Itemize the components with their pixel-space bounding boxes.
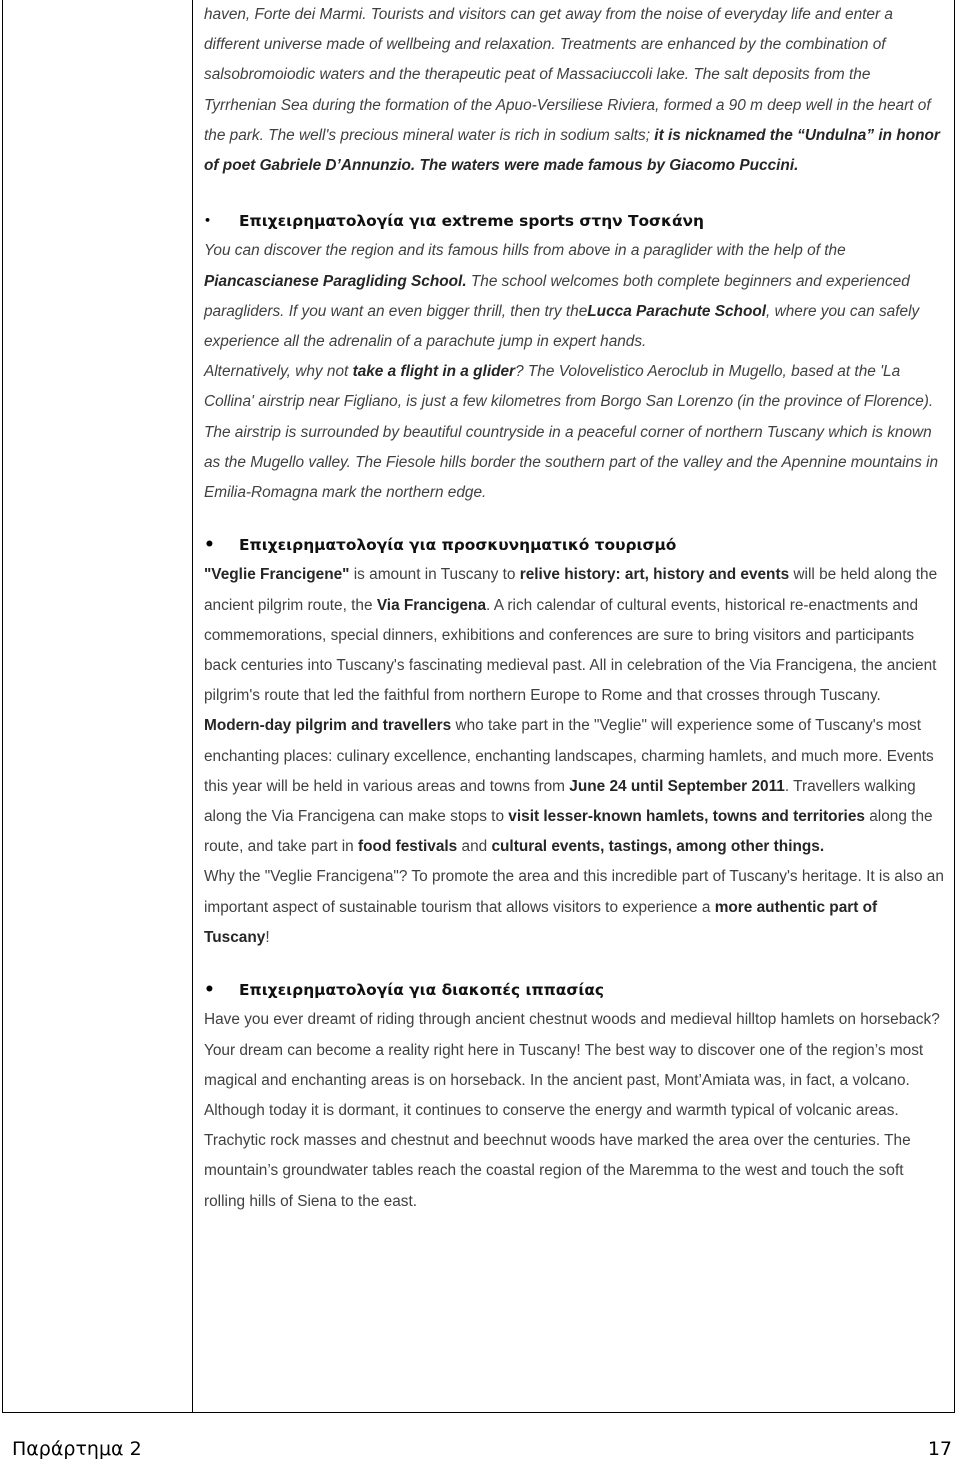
heading-text: Επιχειρηματολογία για διακοπές ιππασίας [239,981,605,1000]
pilgrim-paragraph-3: Why the "Veglie Francigena"? To promote the area and this incredible part of Tuscany's heritage. It is also an important aspect of sustainable tourism that allows visitors to experience a more authentic part of Tuscany! [204,868,944,946]
intro-paragraph [204,0,944,181]
bullet-icon: • [204,535,215,556]
column-divider [192,0,193,1413]
extreme-paragraph: You can discover the region and its famous hills from above in a paraglider with the help of the Piancascianese Paragliding School. The school welcomes both complete beginners and experienced paragliders. If you want an even bigger thrill, then try theLucca Parachute School, where you can safely experience all the adrenalin of a parachute jump in expert hands. [204,242,920,351]
page-number: 17 [927,1438,952,1460]
heading-text: Επιχειρηματολογία για προσκυνηματικό τουρισμό [239,536,677,555]
footer-appendix-label: Παράρτημα 2 [12,1438,142,1460]
intro-bold-text: it is nicknamed the “Undulna” in honor of poet Gabriele D’Annunzio. The waters were made famous by Giacomo Puccini. [204,126,940,175]
pilgrim-paragraph: "Veglie Francigene" is amount in Tuscany to relive history: art, history and events will be held along the ancient pilgrim route, the Via Francigena. A rich calendar of cultural events, historical re-enactments and commemorations, special dinners, exhibitions and conferences are sure to bring visitors and participants back centuries into Tuscany's fascinating medieval past. All in celebration of the Via Francigena, the ancient pilgrim's route that led the faithful from northern Europe to Rome and that crosses through Tuscany. [204,566,938,705]
pilgrim-paragraph-2: Modern-day pilgrim and travellers who take part in the "Veglie" will experience some of Tuscany's most enchanting places: culinary excellence, enchanting landscapes, charming hamlets, and much more. Events this year will be held in various areas and towns from June 24 until September 2011. Travellers walking along the Via Francigena can make stops to visit lesser-known hamlets, towns and territories along the route, and take part in food festivals and cultural events, tastings, among other things. [204,717,934,856]
horse-paragraph: Have you ever dreamt of riding through ancient chestnut woods and medieval hilltop hamlets on horseback? Your dream can become a reality right here in Tuscany! The best way to discover one of the region’s most magical and enchanting areas is on horseback. In the ancient past, Mont’Amiata was, in fact, a volcano. Although today it is dormant, it continues to conserve the energy and warmth typical of volcanic areas. Trachytic rock masses and chestnut and beechnut woods have marked the area over the centuries. The mountain’s groundwater tables reach the coastal region of the Maremma to the west and touch the soft rolling hills of Siena to the east. [204,1011,940,1210]
heading-text: Επιχειρηματολογία για extreme sports στην Τοσκάνη [239,212,704,231]
intro-text: haven, Forte dei Marmi. Tourists and visitors can get away from the noise of everyday life and enter a different universe made of wellbeing and relaxation. Treatments are enhanced by the combination of salsobromoiodic waters and the therapeutic peat of Massaciuccoli lake. The salt deposits from the Tyrrhenian Sea during the formation of the Apuo-Versiliese Riviera, formed a 90 m deep well in the heart of the park. The well's precious mineral water is rich in sodium salts; [204,6,931,144]
bullet-icon: • [204,214,212,228]
section-heading-horse [204,975,944,1005]
bullet-icon: • [204,980,215,1001]
document-body [204,0,944,1217]
section-heading-pilgrim [204,530,944,560]
extreme-paragraph-2: Alternatively, why not take a flight in a glider? The Volovelistico Aeroclub in Mugello, based at the 'La Collina' airstrip near Figliano, is just a few kilometres from Borgo San Lorenzo (in the province of Florence). The airstrip is surrounded by beautiful countryside in a peaceful corner of northern Tuscany which is known as the Mugello valley. The Fiesole hills border the southern part of the valley and the Apennine mountains in Emilia-Romagna mark the northern edge. [204,363,939,502]
section-heading-extreme [204,206,944,236]
